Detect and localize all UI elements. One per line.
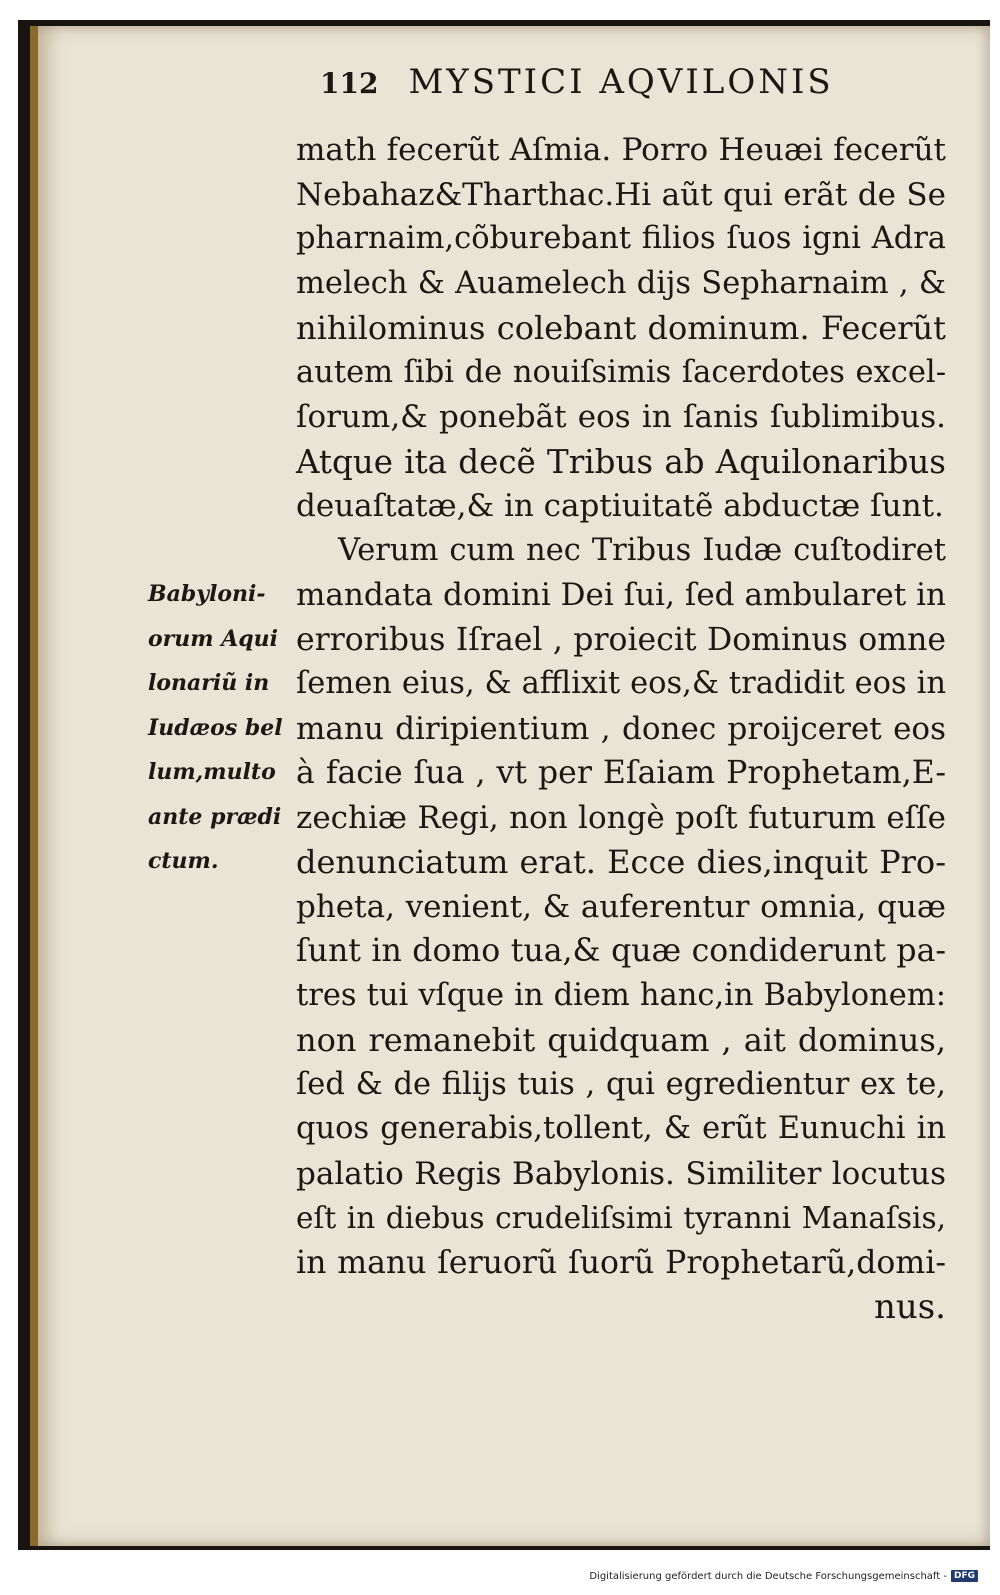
- text-line: Atque ita decẽ Tribus ab Aquilonaribus: [296, 442, 946, 481]
- page-number: 112: [320, 67, 379, 100]
- running-header: [320, 62, 834, 104]
- catchword: nus.: [873, 1287, 946, 1327]
- text-line: ſunt in domo tua,& quæ condiderunt pa-: [296, 933, 946, 969]
- text-line: nihilominus colebant dominum. Fecerũt: [296, 309, 946, 347]
- text-line: denunciatum erat. Ecce dies,inquit Pro-: [296, 843, 946, 881]
- margin-note-line: Babyloni-: [148, 581, 266, 607]
- text-line: Verum cum nec Tribus Iudæ cuſtodiret: [338, 532, 946, 568]
- text-line: mandata domini Dei ſui, ſed ambularet in: [296, 577, 946, 613]
- footer-text: Digitalisierung gefördert durch die Deutsche Forschungsgemeinschaft -: [589, 1570, 947, 1582]
- text-line: ſemen eius, & afflixit eos,& tradidit eos in: [296, 666, 946, 701]
- text-line: palatio Regis Babylonis. Similiter locutus: [296, 1155, 946, 1192]
- text-line: non remanebit quidquam , ait dominus,: [296, 1021, 946, 1059]
- text-line: quos generabis,tollent, & erũt Eunuchi in: [296, 1111, 946, 1146]
- text-line: deuaſtatæ,& in captiuitatẽ abductæ ſunt.: [296, 488, 944, 524]
- running-title: MYSTICI AQVILONIS: [408, 62, 834, 102]
- text-line: math fecerũt Aſmia. Porro Heuæi fecerũt: [296, 132, 946, 168]
- margin-note-line: lonariũ in: [148, 670, 270, 696]
- margin-note-line: orum Aqui: [148, 625, 279, 652]
- text-line: pharnaim,cõburebant filios ſuos igni Adra: [296, 221, 946, 256]
- text-line: manu diripientium , donec proijceret eos: [296, 710, 946, 747]
- text-line: Nebahaz&Tharthac.Hi aũt qui erãt de Se: [296, 176, 946, 213]
- margin-note-line: Iudæos bel: [148, 714, 283, 741]
- digitization-footer: [589, 1561, 978, 1591]
- text-line: tres tui vſque in diem hanc,in Babylonem:: [296, 977, 946, 1013]
- text-line: melech & Auamelech dijs Sepharnaim , &: [296, 265, 946, 301]
- text-line: erroribus Iſrael , proiecit Dominus omne: [296, 621, 946, 658]
- margin-note-line: ante prædi: [148, 803, 282, 830]
- text-line: ſed & de filijs tuis , qui egredientur ex te,: [296, 1066, 946, 1102]
- margin-note-line: lum,multo: [148, 759, 276, 785]
- text-line: à facie ſua , vt per Eſaiam Prophetam,E-: [296, 755, 946, 791]
- text-line: ſorum,& ponebãt eos in ſanis ſublimibus.: [296, 399, 946, 435]
- text-line: zechiæ Regi, non longè poſt futurum eſſe: [296, 799, 946, 836]
- text-line: autem ſibi de nouiſsimis ſacerdotes excel-: [296, 354, 946, 390]
- dfg-logo: DFG: [951, 1570, 978, 1582]
- text-line: in manu ſeruorũ ſuorũ Prophetarũ,domi-: [296, 1244, 946, 1281]
- main-text-block: [296, 128, 946, 1330]
- text-line: pheta, venient, & auferentur omnia, quæ: [296, 888, 946, 925]
- margin-note-line: ctum.: [148, 848, 219, 874]
- margin-note: [148, 572, 298, 884]
- text-line: eſt in diebus crudeliſsimi tyranni Manaſsis,: [296, 1201, 946, 1235]
